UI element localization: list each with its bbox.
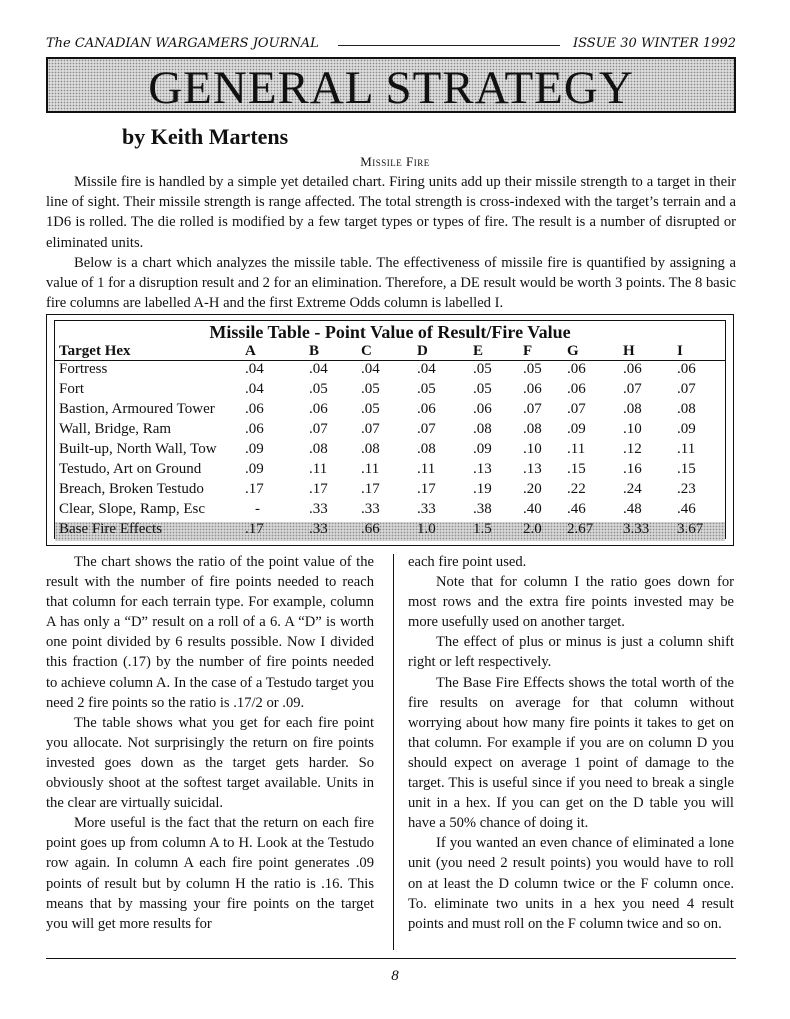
table-cell: .40 (523, 501, 542, 517)
footer-rule (46, 958, 736, 959)
table-cell: 3.67 (677, 521, 704, 537)
table-cell: .22 (567, 481, 586, 497)
table-cell: .04 (417, 361, 436, 377)
table-cell: .09 (245, 441, 264, 457)
table-cell: 1.5 (473, 521, 492, 537)
table-cell: .07 (523, 401, 542, 417)
left-column (46, 552, 374, 934)
table-cell: .05 (473, 381, 492, 397)
table-cell: 2.0 (523, 521, 542, 537)
table-cell: .06 (245, 421, 264, 437)
intro-text (46, 172, 736, 313)
right-paragraph: each fire point used. (408, 554, 527, 570)
left-paragraph: More useful is the fact that the return on each fire point goes up from column A to H. Look at the Testudo row again. In column A each fire point generates .09 points of result but by column H the ratio is .16. This means that by massing your fire points on the target you will get more results for (46, 815, 374, 932)
table-cell: .33 (417, 501, 436, 517)
table-cell: .10 (523, 441, 542, 457)
table-cell: .06 (245, 401, 264, 417)
table-cell: .33 (361, 501, 380, 517)
table-cell: .05 (309, 381, 328, 397)
row-label: Fort (59, 381, 85, 397)
table-cell: .10 (623, 421, 642, 437)
table-cell: .09 (567, 421, 586, 437)
column-header-f: F (523, 343, 533, 359)
table-cell: .07 (417, 421, 436, 437)
table-cell: .07 (309, 421, 328, 437)
right-paragraph: Note that for column I the ratio goes down for most rows and the extra fire points invested may be more usefully used on another target. (408, 574, 734, 631)
table-cell: .08 (473, 421, 492, 437)
table-cell: .05 (361, 381, 380, 397)
row-label: Clear, Slope, Ramp, Esc (59, 501, 206, 517)
table-cell: .17 (245, 521, 264, 537)
table-cell: .06 (567, 381, 586, 397)
running-header (46, 36, 736, 54)
column-header-i: I (677, 343, 683, 359)
journal-title: The CANADIAN WARGAMERS JOURNAL (46, 36, 319, 51)
right-paragraph: The effect of plus or minus is just a column shift right or left respectively. (408, 634, 734, 671)
table-cell: .07 (623, 381, 642, 397)
row-label: Breach, Broken Testudo (59, 481, 204, 497)
table-cell: .05 (361, 401, 380, 417)
table-cell: 1.0 (417, 521, 436, 537)
table-cell: .48 (623, 501, 642, 517)
table-cell: .07 (677, 381, 696, 397)
table-cell: .33 (309, 501, 328, 517)
right-column (408, 552, 734, 934)
table-cell: .17 (309, 481, 328, 497)
table-cell: .08 (523, 421, 542, 437)
table-cell: .04 (245, 381, 264, 397)
column-header-c: C (361, 343, 372, 359)
table-cell: .15 (677, 461, 696, 477)
table-cell: .17 (417, 481, 436, 497)
page-number: 8 (391, 968, 399, 984)
left-paragraph: The chart shows the ratio of the point value of the result with the number of fire points needed to reach that column for each terrain type. For example, column A has only a “D” result on a roll of a 6. A “D” is worth one point divided by 6 results possible. Now I divided this fraction (.17) by the number of fire points needed to achieve column A. In the case of a Testudo target you need 2 fire points so the ratio is .17/2 or .09. (46, 554, 374, 711)
column-header-d: D (417, 343, 428, 359)
column-header-target: Target Hex (59, 343, 131, 359)
table-cell: .06 (523, 381, 542, 397)
table-cell: .17 (245, 481, 264, 497)
row-label: Bastion, Armoured Tower (59, 401, 215, 417)
table-cell: .04 (361, 361, 380, 377)
table-cell: .12 (623, 441, 642, 457)
row-label: Base Fire Effects (59, 521, 163, 537)
article-title: GENERAL STRATEGY (148, 62, 634, 114)
row-label: Testudo, Art on Ground (59, 461, 202, 477)
table-cell: .15 (567, 461, 586, 477)
table-cell: .06 (677, 361, 696, 377)
table-cell: .46 (677, 501, 696, 517)
row-label: Fortress (59, 361, 108, 377)
table-cell: .07 (361, 421, 380, 437)
table-cell: .05 (473, 361, 492, 377)
title-banner (46, 57, 736, 113)
table-cell: .11 (417, 461, 436, 477)
table-cell: .11 (567, 441, 586, 457)
table-cell: .08 (677, 401, 696, 417)
byline: by Keith Martens (122, 124, 289, 149)
left-paragraph: The table shows what you get for each fire point you allocate. Not surprisingly the return on fire points invested goes down as the target gets harder. So obviously shoot at the softest target available. Units in the clear are virtually suicidal. (46, 714, 374, 812)
column-header-e: E (473, 343, 484, 359)
table-cell: .66 (361, 521, 380, 537)
table-cell: .24 (623, 481, 642, 497)
column-header-h: H (623, 343, 635, 359)
table-cell: .17 (361, 481, 380, 497)
table-cell: 3.33 (623, 521, 650, 537)
table-cell: .38 (473, 501, 492, 517)
table-cell: .11 (361, 461, 380, 477)
table-cell: .11 (677, 441, 696, 457)
column-header-b: B (309, 343, 320, 359)
table-cell: - (255, 501, 260, 517)
table-cell: .04 (245, 361, 264, 377)
table-cell: .23 (677, 481, 696, 497)
intro-paragraph: Below is a chart which analyzes the missile table. The effectiveness of missile fire is quantified by assigning a value of 1 for a disruption result and 2 for an elimination. Therefore, a DE result would be worth 3 points. The 8 basic fire columns are labelled A-H and the first Extreme Odds column is labelled I. (46, 254, 736, 312)
table-cell: .06 (567, 361, 586, 377)
row-label: Built-up, North Wall, Tow (59, 441, 217, 457)
table-cell: .09 (245, 461, 264, 477)
table-cell: .09 (677, 421, 696, 437)
table-cell: .06 (473, 401, 492, 417)
table-cell: .08 (309, 441, 328, 457)
table-cell: .16 (623, 461, 642, 477)
missile-table (54, 320, 726, 539)
table-cell: .05 (523, 361, 542, 377)
table-title: Missile Table - Point Value of Result/Fire Value (209, 322, 571, 342)
table-cell: .06 (623, 361, 642, 377)
table-cell: .33 (309, 521, 328, 537)
section-heading: Missile Fire (360, 154, 430, 169)
table-cell: .06 (309, 401, 328, 417)
right-paragraph: If you wanted an even chance of eliminated a lone unit (you need 2 result points) you would have to roll on at least the D column twice or the F column once. To. eliminate two units in a hex you need 4 result points and must roll on the F column twice and so on. (408, 835, 734, 932)
row-label: Wall, Bridge, Ram (59, 421, 172, 437)
table-cell: .08 (623, 401, 642, 417)
column-divider (393, 554, 394, 950)
table-cell: .06 (417, 401, 436, 417)
intro-paragraph: Missile fire is handled by a simple yet detailed chart. Firing units add up their missile strength to a target in their line of sight. Their missile strength is range affected. The total strength is cross-indexed with the target’s terrain and a 1D6 is rolled. The die rolled is modified by a few target types or types of fire. The result is a number of disrupted or eliminated units. (46, 174, 736, 251)
table-cell: .07 (567, 401, 586, 417)
table-cell: .08 (417, 441, 436, 457)
table-cell: .09 (473, 441, 492, 457)
table-cell: .13 (523, 461, 542, 477)
table-cell: .20 (523, 481, 542, 497)
table-cell: .46 (567, 501, 586, 517)
issue-label: ISSUE 30 WINTER 1992 (572, 36, 736, 51)
column-header-a: A (245, 343, 256, 359)
table-cell: .05 (417, 381, 436, 397)
table-cell: .04 (309, 361, 328, 377)
table-cell: .13 (473, 461, 492, 477)
table-cell: .19 (473, 481, 492, 497)
table-cell: .11 (309, 461, 328, 477)
header-rule (338, 45, 560, 46)
column-header-g: G (567, 343, 579, 359)
table-cell: 2.67 (567, 521, 594, 537)
table-cell: .08 (361, 441, 380, 457)
right-paragraph: The Base Fire Effects shows the total worth of the fire results on average for that column without worrying about how many fire points it takes to get on that column. For example if you are on column D you should expect on average 1 point of damage to the target. This is useful since if you need to break a single unit in a hex. If you can get on the D table you will have a 50% chance of doing it. (408, 674, 734, 832)
